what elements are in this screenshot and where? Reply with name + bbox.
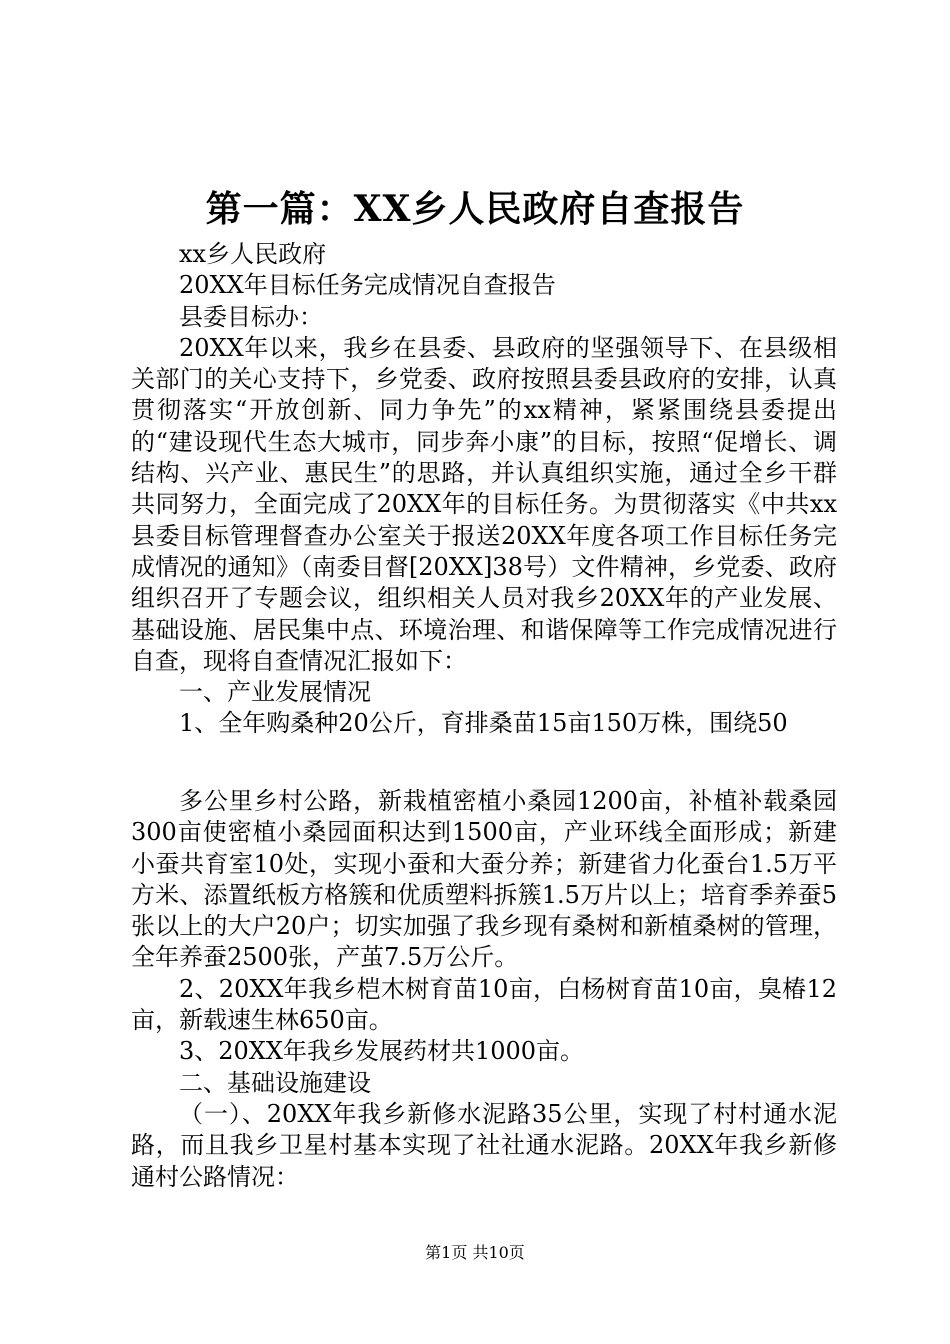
addressee-line: 县委目标办： [179,302,323,331]
page-number-footer: 第1页 共10页 [425,1243,525,1262]
report-subtitle: 20XX年目标任务完成情况自查报告 [179,271,556,300]
body-section-bottom [131,786,837,1193]
intro-paragraph: 20XX年以来，我乡在县委、县政府的坚强领导下、在县级相关部门的关心支持下，乡党委、政府按照县委县政府的安排，认真贯彻落实“开放创新、同力争先”的xx精神，紧紧围绕县委提出的“建设现代生态大城市，同步奔小康”的目标，按照“促增长、调结构、兴产业、惠民生”的思路，并认真组织实施，通过全乡干群共同努力，全面完成了20XX年的目标任务。为贯彻落实《中共xx县委目标管理督查办公室关于报送20XX年度各项工作目标任务完成情况的通知》（南委目督[20XX]38号）文件精神，乡党委、政府组织召开了专题会议，组织相关人员对我乡20XX年的产业发展、基础设施、居民集中点、环境治理、和谐保障等工作完成情况进行自查，现将自查情况汇报如下： [131,333,837,675]
industry-item-2: 2、20XX年我乡桤木树育苗10亩，白杨树育苗10亩，臭椿12亩，新载速生林650亩。 [131,974,837,1035]
infrastructure-item-1: （一）、20XX年我乡新修水泥路35公里，实现了村村通水泥路，而且我乡卫星村基本实现了社社通水泥路。20XX年我乡新修通村公路情况： [131,1099,837,1191]
section-heading-industry: 一、产业发展情况 [179,678,371,707]
body-section-top [131,239,837,740]
industry-item-3: 3、20XX年我乡发展药材共1000亩。 [179,1037,585,1066]
industry-item-1-continued: 多公里乡村公路，新栽植密植小桑园1200亩，补植补载桑园300亩使密植小桑园面积达到1500亩，产业环线全面形成；新建小蚕共育室10处，实现小蚕和大蚕分养；新建省力化蚕台1.5万平方米、添置纸板方格簇和优质塑料拆簇1.5万片以上；培育季养蚕5张以上的大户20户；切实加强了我乡现有桑树和新植桑树的管理，全年养蚕2500张，产茧7.5万公斤。 [131,787,837,972]
section-heading-infrastructure: 二、基础设施建设 [179,1068,371,1097]
document-title: 第一篇：XX乡人民政府自查报告 [205,188,745,230]
issuer-line: xx乡人民政府 [179,240,327,268]
industry-item-1-start: 1、全年购桑种20公斤，育排桑苗15亩150万株，围绕50 [179,709,788,738]
